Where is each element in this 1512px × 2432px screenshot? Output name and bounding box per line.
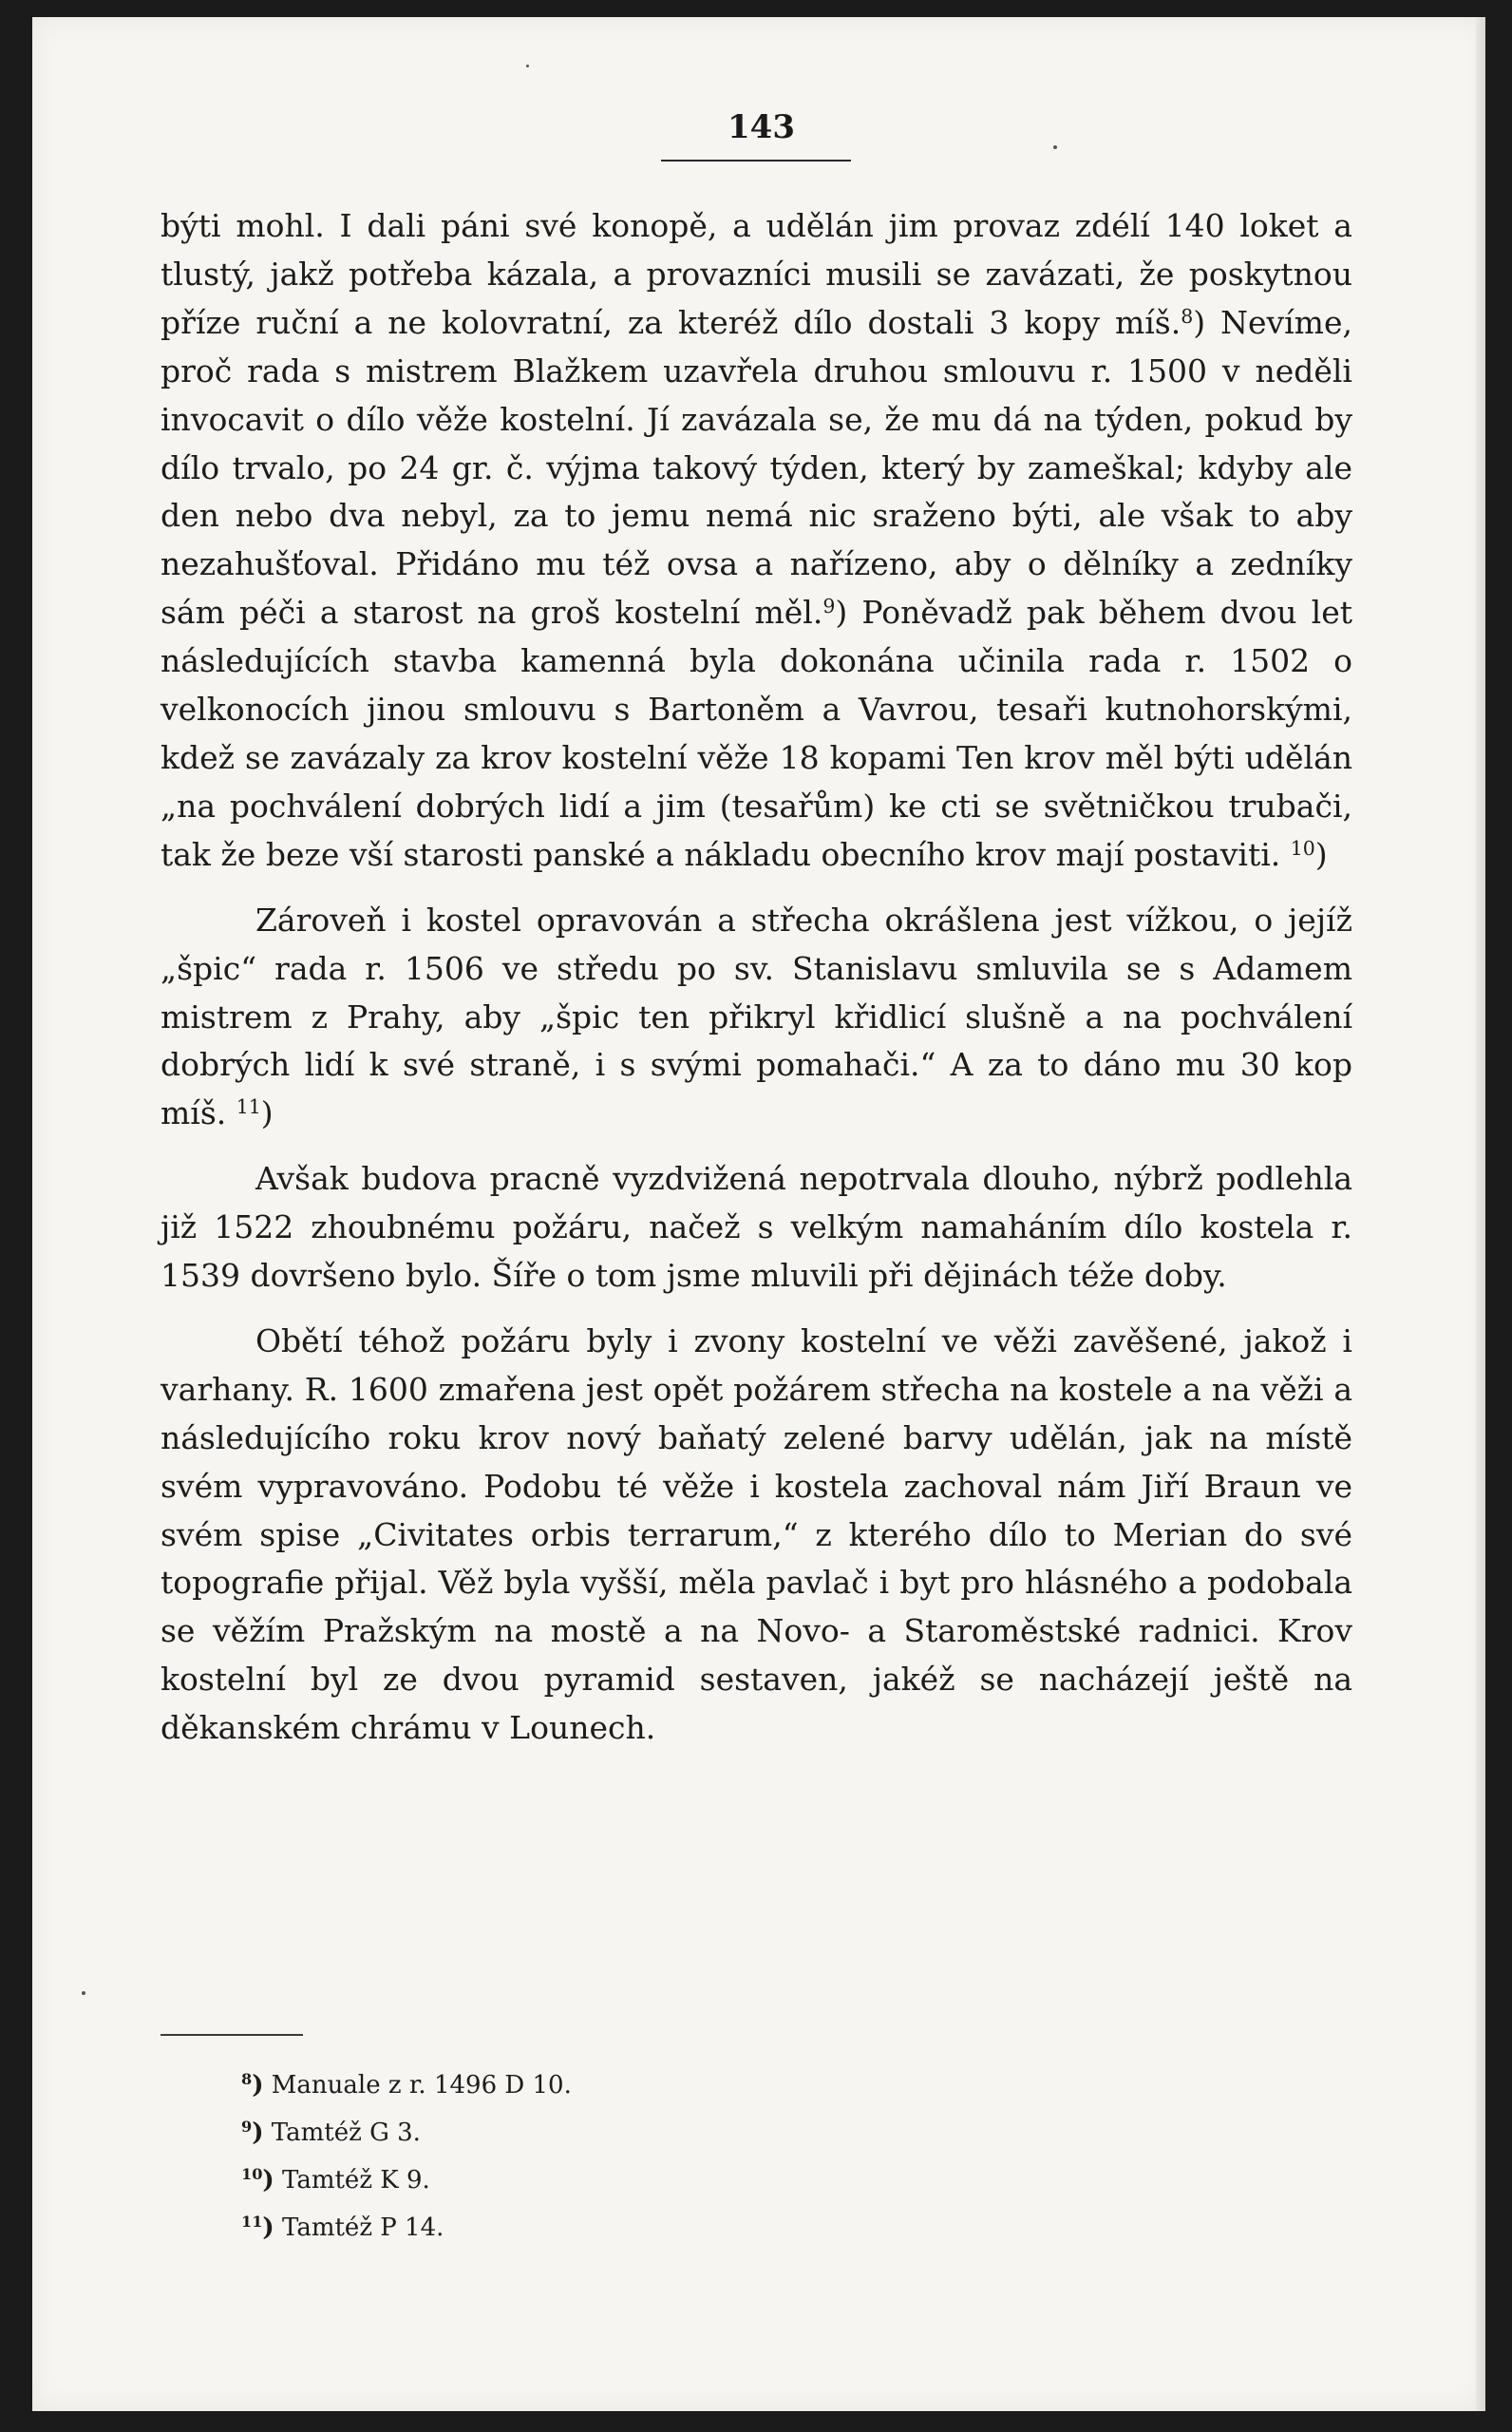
paragraph-1 bbox=[161, 202, 1352, 880]
footnote-ref-10: 10 bbox=[1290, 836, 1315, 860]
footnote-text: Tamtéž K 9. bbox=[282, 2166, 430, 2194]
main-text bbox=[161, 202, 1352, 1753]
footnote-9 bbox=[241, 2109, 906, 2156]
paragraph-2 bbox=[161, 897, 1352, 1139]
footnote-mark: 9 bbox=[241, 2118, 253, 2137]
paragraph-1-part-2: ) Nevíme, proč rada s mistrem Blažkem uzavřela druhou smlouvu r. 1500 v neděli invocavit o dílo věže kostelní. Jí zavázala se, že mu dá na týden, pokud by dílo trvalo, po 24 gr. č. výjma takový týden, který by zameškal; kdyby ale den nebo dva nebyl, za to jemu nemá nic sraženo býti, ale však to aby nezahušťoval. Přidáno mu též ovsa a nařízeno, aby o dělníky a zedníky sám péči a starost na groš kostelní měl. bbox=[161, 303, 1352, 632]
footnote-mark-paren: ) bbox=[262, 2214, 274, 2242]
footnote-rule bbox=[161, 2034, 303, 2036]
paragraph-2-part-2: ) bbox=[260, 1094, 274, 1132]
footnote-mark: 11 bbox=[241, 2213, 263, 2232]
footnote-mark: 10 bbox=[241, 2165, 263, 2184]
footnotes bbox=[241, 2062, 906, 2252]
footnote-ref-11: 11 bbox=[236, 1095, 261, 1119]
footnote-10 bbox=[241, 2156, 906, 2204]
header-rule bbox=[661, 160, 851, 162]
dust-speck bbox=[526, 65, 529, 67]
footnote-mark-paren: ) bbox=[252, 2071, 264, 2100]
footnote-mark: 8 bbox=[241, 2070, 253, 2089]
paragraph-2-part-1: Zároveň i kostel opravován a střecha okrášlena jest vížkou, o jejíž „špic“ rada r. 1506 ve středu po sv. Stanislavu smluvila se s Adamem mistrem z Prahy, aby „špic ten přikryl křidlicí slušně a na pochválení dobrých lidí k své straně, i s svými pomahači.“ A za to dáno mu 30 kop míš. bbox=[161, 901, 1352, 1132]
page-number: 143 bbox=[728, 108, 795, 146]
footnote-text: Manuale z r. 1496 D 10. bbox=[271, 2071, 572, 2100]
page-edge-shadow bbox=[1476, 17, 1485, 2411]
dust-speck bbox=[1053, 145, 1057, 149]
paragraph-1-part-4: ) bbox=[1314, 835, 1328, 873]
footnote-text: Tamtéž P 14. bbox=[282, 2214, 444, 2242]
book-page bbox=[32, 17, 1485, 2411]
paragraph-1-part-1: býti mohl. I dali páni své konopě, a udělán jim provaz zdélí 140 loket a tlustý, jakž potřeba kázala, a provazníci musili se zavázati, že poskytnou příze ruční a ne kolovratní, za kteréž dílo dostali 3 kopy míš. bbox=[161, 207, 1352, 341]
footnote-8 bbox=[241, 2062, 906, 2109]
footnote-ref-9: 9 bbox=[822, 595, 836, 618]
footnote-mark-paren: ) bbox=[252, 2118, 264, 2147]
footnote-mark-paren: ) bbox=[262, 2166, 274, 2194]
paragraph-1-part-3: ) Poněvadž pak během dvou let následujících stavba kamenná byla dokonána učinila rada r. 1502 o velkonocích jinou smlouvu s Bartoněm a Vavrou, tesaři kutnohorskými, kdež se zavázaly za krov kostelní věže 18 kopami Ten krov měl býti udělán „na pochválení dobrých lidí a jim (tesařům) ke cti se světničkou trubači, tak že beze vší starosti panské a nákladu obecního krov mají postaviti. bbox=[161, 594, 1352, 873]
footnote-ref-8: 8 bbox=[1181, 304, 1194, 328]
paragraph-3: Avšak budova pracně vyzdvižená nepotrvala dlouho, nýbrž podlehla již 1522 zhoubnému požáru, načež s velkým namaháním dílo kostela r. 1539 dovršeno bylo. Šíře o tom jsme mluvili při dějinách téže doby. bbox=[161, 1160, 1352, 1295]
footnote-text: Tamtéž G 3. bbox=[271, 2118, 421, 2147]
footnote-11 bbox=[241, 2204, 906, 2252]
paragraph-4: Obětí téhož požáru byly i zvony kostelní ve věži zavěšené, jakož i varhany. R. 1600 zmařena jest opět požárem střecha na kostele a na věži a následujícího roku krov nový baňatý zelené barvy udělán, jak na místě svém vypravováno. Podobu té věže i kostela zachoval nám Jiří Braun ve svém spise „Civitates orbis terrarum,“ z kterého dílo to Merian do své topografie přijal. Věž byla vyšší, měla pavlač i byt pro hlásného a podobala se věžím Pražským na mostě a na Novo- a Staroměstské radnici. Krov kostelní byl ze dvou pyramid sestaven, jakéž se nacházejí ještě na děkanském chrámu v Lounech. bbox=[161, 1321, 1352, 1747]
dust-speck bbox=[82, 1991, 85, 1995]
